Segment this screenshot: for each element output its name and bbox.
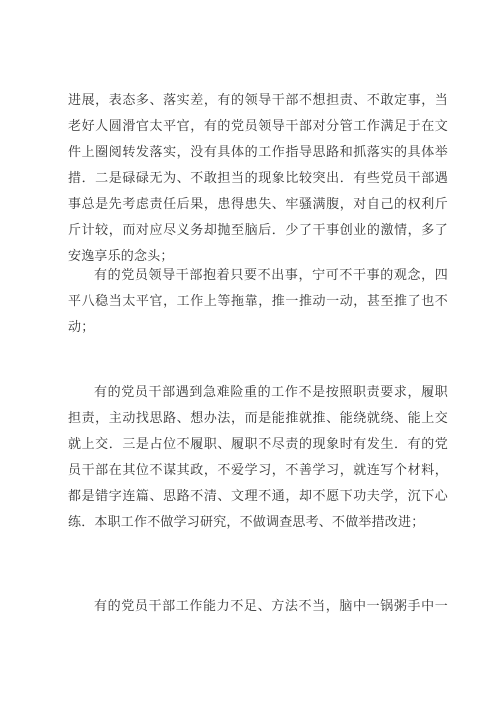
text-line: 练．本职工作不做学习研究，不做调查思考、不做举措改进； [68,515,425,530]
text-line: 有的党员干部遇到急难险重的工作不是按照职责要求，履职 [94,385,448,400]
text-line: 措．二是碌碌无为、不敢担当的现象比较突出．有些党员干部遇 [68,171,448,186]
text-line: 动； [68,320,95,335]
text-line: 员干部在其位不谋其政，不爱学习，不善学习，就连写个材料， [68,463,448,478]
text-line: 件上圈阅转发落实，没有具体的工作指导思路和抓落实的具体举 [68,145,448,160]
text-line: 有的党员领导干部抱着只要不出事，宁可不干事的观念，四 [94,268,448,283]
paragraph-2 [68,263,448,341]
paragraph-4 [68,594,448,620]
text-line: 就上交．三是占位不履职、履职不尽责的现象时有发生．有的党 [68,437,448,452]
text-line: 老好人圆滑官太平官，有的党员领导干部对分管工作满足于在文 [68,119,448,134]
text-line: 有的党员干部工作能力不足、方法不当，脑中一锅粥手中一 [94,599,448,614]
text-line: 担责，主动找思路、想办法，而是能推就推、能绕就绕、能上交 [68,411,448,426]
text-line: 平八稳当太平官，工作上等拖靠，推一推动一动，甚至推了也不 [68,294,448,309]
text-line: 事总是先考虑责任后果，患得患失、牢骚满腹，对自己的权利斤 [68,197,448,212]
text-line: 安逸享乐的念头； [68,249,174,264]
paragraph-3 [68,380,448,536]
text-line: 都是错字连篇、思路不清、文理不通，却不愿下功夫学，沉下心 [68,489,448,504]
text-line: 斤计较，而对应尽义务却抛至脑后．少了干事创业的激情，多了 [68,223,448,238]
paragraph-1 [68,88,448,270]
text-line: 进展，表态多、落实差，有的领导干部不想担责、不敢定事，当 [68,93,448,108]
